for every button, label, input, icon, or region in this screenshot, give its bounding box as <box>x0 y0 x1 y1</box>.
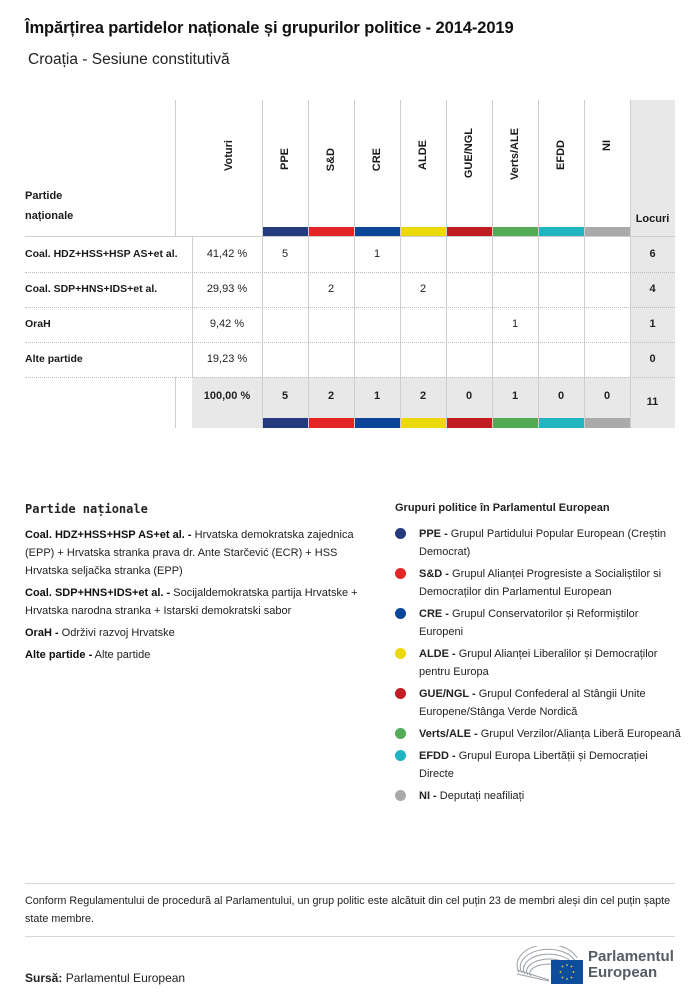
legend-abbr: PPE - <box>419 528 448 540</box>
group-seats-total: 1 <box>373 390 381 402</box>
legend-desc: Grupul Partidului Popular European (Creștin Democrat) <box>419 528 667 558</box>
national-legend-item <box>25 646 365 664</box>
group-color-dot-icon <box>395 608 406 619</box>
group-legend-item <box>395 525 685 561</box>
col-divider <box>308 100 309 428</box>
group-column-header: S&D <box>325 148 337 172</box>
group-column-header: EFDD <box>555 140 567 170</box>
seats-total: 0 <box>649 353 656 365</box>
legend-desc: Socijaldemokratska partija Hrvatske + Hrvatska narodna stranka + Istarski demokratski sabor <box>25 587 358 617</box>
party-column-header <box>25 186 73 226</box>
votes-value: 29,93 % <box>206 283 248 295</box>
source-label: Sursă: <box>25 971 63 985</box>
footnote: Conform Regulamentului de procedură al Parlamentului, un grup politic este alcătuit din cel puțin 23 de membri aleși din cel puțin șapte state membre. <box>25 895 671 925</box>
party-header-line1: Partide <box>25 190 63 202</box>
group-seats-total: 2 <box>419 390 427 402</box>
group-column-header: PPE <box>279 148 291 171</box>
national-legend-item <box>25 584 365 620</box>
legend-desc: Grupul Alianței Progresiste a Socialiștilor si Democraților din Parlamentul European <box>419 568 662 598</box>
group-legend-item <box>395 645 685 681</box>
european-parliament-logo <box>515 946 680 986</box>
col-divider <box>175 377 176 428</box>
seats-column-header: Locuri <box>635 213 670 225</box>
group-color-bar <box>538 418 584 428</box>
group-color-bar <box>354 418 400 428</box>
group-seats-total: 2 <box>327 390 335 402</box>
col-divider <box>175 100 176 236</box>
group-legend-item <box>395 725 685 743</box>
group-color-dot-icon <box>395 648 406 659</box>
seat-cell: 2 <box>327 283 335 295</box>
page-title: Împărțirea partidelor naționale și grupurilor politice - 2014-2019 <box>25 19 514 37</box>
col-divider <box>262 100 263 428</box>
national-legend-item <box>25 526 365 580</box>
legend-abbr: NI - <box>419 790 437 802</box>
legend-abbr: CRE - <box>419 608 449 620</box>
group-column-header: NI <box>601 140 613 151</box>
group-column-header: GUE/NGL <box>463 128 475 179</box>
logo-text <box>588 949 674 981</box>
legend-desc: Alte partide <box>92 649 151 661</box>
seat-cell: 2 <box>419 283 427 295</box>
seat-cell: 5 <box>281 248 289 260</box>
votes-value: 9,42 % <box>209 318 245 330</box>
groups-legend-title: Grupuri politice în Parlamentul European <box>395 502 610 514</box>
legend-abbr: Verts/ALE - <box>419 728 478 740</box>
legend-desc: Grupul Confederal al Stângii Unite Europene/Stânga Verde Nordică <box>419 688 646 718</box>
legend-abbr: Coal. HDZ+HSS+HSP AS+et al. - <box>25 529 192 541</box>
national-legend-title: Partide naționale <box>25 502 148 516</box>
seats-total: 1 <box>649 318 656 330</box>
seats-column-bg <box>630 100 675 428</box>
group-color-bar <box>584 418 630 428</box>
logo-line2: European <box>588 964 658 981</box>
legend-desc: Deputați neafiliați <box>436 790 525 802</box>
legend-abbr: EFDD - <box>419 750 456 762</box>
col-divider <box>492 100 493 428</box>
row-divider <box>25 377 675 378</box>
grand-total-seats: 11 <box>646 396 659 408</box>
legend-desc: Održivi razvoj Hrvatske <box>58 627 175 639</box>
group-seats-total: 1 <box>511 390 519 402</box>
logo-line1: Parlamentul <box>588 948 674 965</box>
group-color-dot-icon <box>395 750 406 761</box>
party-name: Coal. HDZ+HSS+HSP AS+et al. <box>25 248 178 260</box>
legend-desc: Grupul Verzilor/Alianța Liberă Europeană <box>477 728 681 740</box>
group-color-dot-icon <box>395 728 406 739</box>
row-divider <box>25 307 675 308</box>
group-color-dot-icon <box>395 790 406 801</box>
legend-abbr: ALDE - <box>419 648 456 660</box>
group-color-bar <box>492 418 538 428</box>
col-divider <box>584 100 585 428</box>
col-divider <box>538 100 539 428</box>
group-seats-total: 5 <box>281 390 289 402</box>
group-color-bar <box>262 418 308 428</box>
seat-cell: 1 <box>373 248 381 260</box>
group-seats-total: 0 <box>557 390 565 402</box>
group-legend-item <box>395 747 685 783</box>
legend-desc: Grupul Alianței Liberalilor și Democraților pentru Europa <box>419 648 658 678</box>
row-divider <box>25 342 675 343</box>
party-name: Alte partide <box>25 353 83 365</box>
seats-total: 4 <box>649 283 656 295</box>
legend-abbr: Coal. SDP+HNS+IDS+et al. - <box>25 587 171 599</box>
col-divider <box>630 100 631 428</box>
group-column-header: Verts/ALE <box>509 128 521 180</box>
votes-value: 19,23 % <box>206 353 248 365</box>
seats-table <box>0 0 700 440</box>
group-column-header: ALDE <box>417 140 429 170</box>
legend-abbr: Alte partide - <box>25 649 93 661</box>
party-name: OraH <box>25 318 51 330</box>
group-legend-item <box>395 565 685 601</box>
source-line <box>25 971 185 985</box>
col-divider <box>354 100 355 428</box>
group-color-dot-icon <box>395 568 406 579</box>
col-divider <box>400 100 401 428</box>
legend-desc: Grupul Conservatorilor și Reformiștilor Europeni <box>419 608 639 638</box>
votes-total: 100,00 % <box>203 390 251 402</box>
group-color-bar <box>400 418 446 428</box>
party-name: Coal. SDP+HNS+IDS+et al. <box>25 283 158 295</box>
group-color-dot-icon <box>395 688 406 699</box>
legend-abbr: S&D - <box>419 568 449 580</box>
group-seats-total: 0 <box>465 390 473 402</box>
group-color-bar <box>446 418 492 428</box>
votes-column-header: Voturi <box>223 140 235 171</box>
votes-value: 41,42 % <box>206 248 248 260</box>
group-seats-total: 0 <box>603 390 611 402</box>
source-value: Parlamentul European <box>62 971 186 985</box>
national-legend-item <box>25 624 365 642</box>
group-legend-item <box>395 787 685 805</box>
legend-abbr: GUE/NGL - <box>419 688 476 700</box>
page-subtitle: Croația - Sesiune constitutivă <box>28 51 230 68</box>
header-bottom-line <box>25 236 675 237</box>
group-column-header: CRE <box>371 148 383 172</box>
group-legend-item <box>395 685 685 721</box>
col-divider <box>446 100 447 428</box>
group-legend-item <box>395 605 685 641</box>
row-divider <box>25 272 675 273</box>
legend-desc: Grupul Europa Libertății și Democrației Directe <box>419 750 648 780</box>
party-header-line2: naționale <box>25 210 74 222</box>
political-groups-legend <box>395 502 685 809</box>
legend-desc: Hrvatska demokratska zajednica (EPP) + Hrvatska stranka prava dr. Ante Starčević (ECR) + HSS Hrvatska seljačka stranka (EPP) <box>25 529 354 577</box>
group-color-dot-icon <box>395 528 406 539</box>
legend-abbr: OraH - <box>25 627 59 639</box>
seats-total: 6 <box>649 248 656 260</box>
national-parties-legend <box>25 502 365 668</box>
group-color-bar <box>308 418 354 428</box>
divider-top <box>25 883 675 884</box>
hemicycle-flag-icon <box>515 946 585 986</box>
divider-bottom <box>25 936 675 937</box>
seat-cell: 1 <box>511 318 519 330</box>
